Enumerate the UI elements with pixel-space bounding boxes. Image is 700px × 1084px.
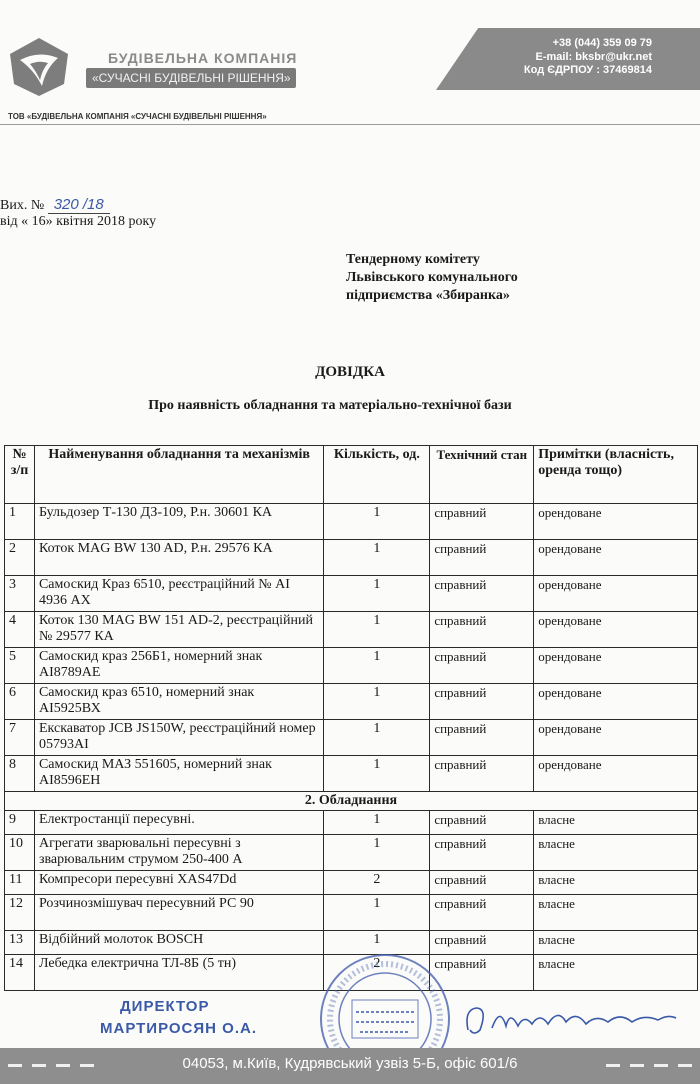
outgoing-number [0, 196, 110, 214]
cell-cond: справний [430, 648, 534, 684]
table-row [5, 504, 698, 540]
cell-qty: 2 [324, 871, 430, 895]
company-full-name: ТОВ «БУДІВЕЛЬНА КОМПАНІЯ «СУЧАСНІ БУДІВЕЛЬНІ РІШЕННЯ» [8, 112, 267, 121]
cell-cond: справний [430, 504, 534, 540]
cell-note: власне [534, 871, 698, 895]
cell-cond: справний [430, 835, 534, 871]
cell-num: 10 [5, 835, 35, 871]
cell-note: орендоване [534, 504, 698, 540]
addressee-line-2: Львівського комунального [346, 270, 518, 285]
cell-num: 2 [5, 540, 35, 576]
table-row [5, 756, 698, 792]
table-row [5, 720, 698, 756]
cell-name: Самоскид МАЗ 551605, номерний знак АІ8596ЕН [34, 756, 323, 792]
cell-name: Агрегати зварювальні пересувні з зварювальним струмом 250-400 А [34, 835, 323, 871]
company-name-top: БУДІВЕЛЬНА КОМПАНІЯ [108, 50, 298, 66]
cell-qty: 2 [324, 955, 430, 991]
cell-qty: 1 [324, 931, 430, 955]
table-row [5, 895, 698, 931]
cell-name: Коток MAG BW 130 AD, Р.н. 29576 КА [34, 540, 323, 576]
cell-qty: 1 [324, 540, 430, 576]
cell-note: орендоване [534, 576, 698, 612]
cell-qty: 1 [324, 648, 430, 684]
footer-address: 04053, м.Київ, Кудрявський узвіз 5-Б, офіс 601/6 [182, 1055, 518, 1072]
outgoing-number-prefix: Вих. № [0, 198, 45, 213]
header-num: № з/п [5, 446, 35, 504]
cell-cond: справний [430, 612, 534, 648]
cell-qty: 1 [324, 811, 430, 835]
section-title: 2. Обладнання [5, 792, 698, 811]
cell-note: орендоване [534, 756, 698, 792]
cell-note: власне [534, 811, 698, 835]
cell-note: орендоване [534, 540, 698, 576]
company-name-badge: «СУЧАСНІ БУДІВЕЛЬНІ РІШЕННЯ» [86, 68, 296, 88]
contact-phone: +38 (044) 359 09 79 [552, 37, 652, 49]
cell-name: Відбійний молоток BOSCH [34, 931, 323, 955]
cell-name: Самоскид Краз 6510, реєстраційний № АІ 4936 АХ [34, 576, 323, 612]
cell-num: 8 [5, 756, 35, 792]
cell-qty: 1 [324, 835, 430, 871]
table-row [5, 540, 698, 576]
addressee-line-1: Тендерному комітету [346, 252, 480, 267]
cell-cond: справний [430, 540, 534, 576]
cell-name: Коток 130 MAG BW 151 AD-2, реєстраційний № 29577 КА [34, 612, 323, 648]
table-row [5, 612, 698, 648]
cell-cond: справний [430, 720, 534, 756]
table-row [5, 648, 698, 684]
contact-email: E-mail: bksbr@ukr.net [535, 51, 652, 63]
cell-name: Самоскид краз 6510, номерний знак АІ5925ВХ [34, 684, 323, 720]
cell-cond: справний [430, 576, 534, 612]
cell-num: 5 [5, 648, 35, 684]
cell-name: Екскаватор JCB JS150W, реєстраційний номер 05793АІ [34, 720, 323, 756]
cell-qty: 1 [324, 684, 430, 720]
cell-name: Електростанції пересувні. [34, 811, 323, 835]
director-name: МАРТИРОСЯН О.А. [100, 1020, 258, 1037]
cell-num: 14 [5, 955, 35, 991]
cell-num: 6 [5, 684, 35, 720]
table-row [5, 871, 698, 895]
cell-note: власне [534, 895, 698, 931]
equipment-table [4, 445, 698, 991]
cell-qty: 1 [324, 612, 430, 648]
cell-note: орендоване [534, 720, 698, 756]
cell-name: Розчинозмішувач пересувний РС 90 [34, 895, 323, 931]
cell-num: 11 [5, 871, 35, 895]
cell-qty: 1 [324, 720, 430, 756]
cell-qty: 1 [324, 504, 430, 540]
cell-cond: справний [430, 756, 534, 792]
cell-name: Компресори пересувні XAS47Dd [34, 871, 323, 895]
cell-num: 13 [5, 931, 35, 955]
cell-note: орендоване [534, 612, 698, 648]
cell-qty: 1 [324, 756, 430, 792]
cell-note: власне [534, 835, 698, 871]
cell-note: власне [534, 955, 698, 991]
cell-num: 7 [5, 720, 35, 756]
cell-cond: справний [430, 684, 534, 720]
cell-cond: справний [430, 955, 534, 991]
cell-qty: 1 [324, 895, 430, 931]
document-subtitle: Про наявність обладнання та матеріально-технічної бази [148, 398, 512, 413]
document-title: ДОВІДКА [315, 364, 385, 380]
cell-num: 12 [5, 895, 35, 931]
outgoing-number-value: 320 /18 [48, 196, 110, 214]
signature-icon [462, 1000, 682, 1040]
section-row [5, 792, 698, 811]
header-divider [0, 124, 700, 125]
header-cond: Технічний стан [430, 446, 534, 504]
table-row [5, 576, 698, 612]
table-row [5, 684, 698, 720]
company-logo-icon [6, 34, 72, 100]
cell-num: 9 [5, 811, 35, 835]
table-header-row [5, 446, 698, 504]
cell-cond: справний [430, 811, 534, 835]
cell-cond: справний [430, 931, 534, 955]
addressee-line-3: підприємства «Збиранка» [346, 288, 510, 303]
cell-note: орендоване [534, 648, 698, 684]
header-name: Найменування обладнання та механізмів [34, 446, 323, 504]
cell-name: Лебедка електрична ТЛ-8Б (5 тн) [34, 955, 323, 991]
cell-num: 1 [5, 504, 35, 540]
cell-name: Самоскид краз 256Б1, номерний знак АІ8789АЕ [34, 648, 323, 684]
cell-num: 4 [5, 612, 35, 648]
table-row [5, 835, 698, 871]
director-title: ДИРЕКТОР [120, 998, 210, 1015]
outgoing-date: від « 16» квітня 2018 року [0, 214, 157, 229]
header-qty: Кількість, од. [324, 446, 430, 504]
table-row [5, 811, 698, 835]
cell-qty: 1 [324, 576, 430, 612]
cell-num: 3 [5, 576, 35, 612]
cell-cond: справний [430, 871, 534, 895]
contact-edrpou: Код ЄДРПОУ : 37469814 [523, 64, 652, 76]
cell-note: орендоване [534, 684, 698, 720]
cell-cond: справний [430, 895, 534, 931]
header-note: Примітки (власність, оренда тощо) [534, 446, 698, 504]
cell-note: власне [534, 931, 698, 955]
cell-name: Бульдозер Т-130 ДЗ-109, Р.н. 30601 КА [34, 504, 323, 540]
